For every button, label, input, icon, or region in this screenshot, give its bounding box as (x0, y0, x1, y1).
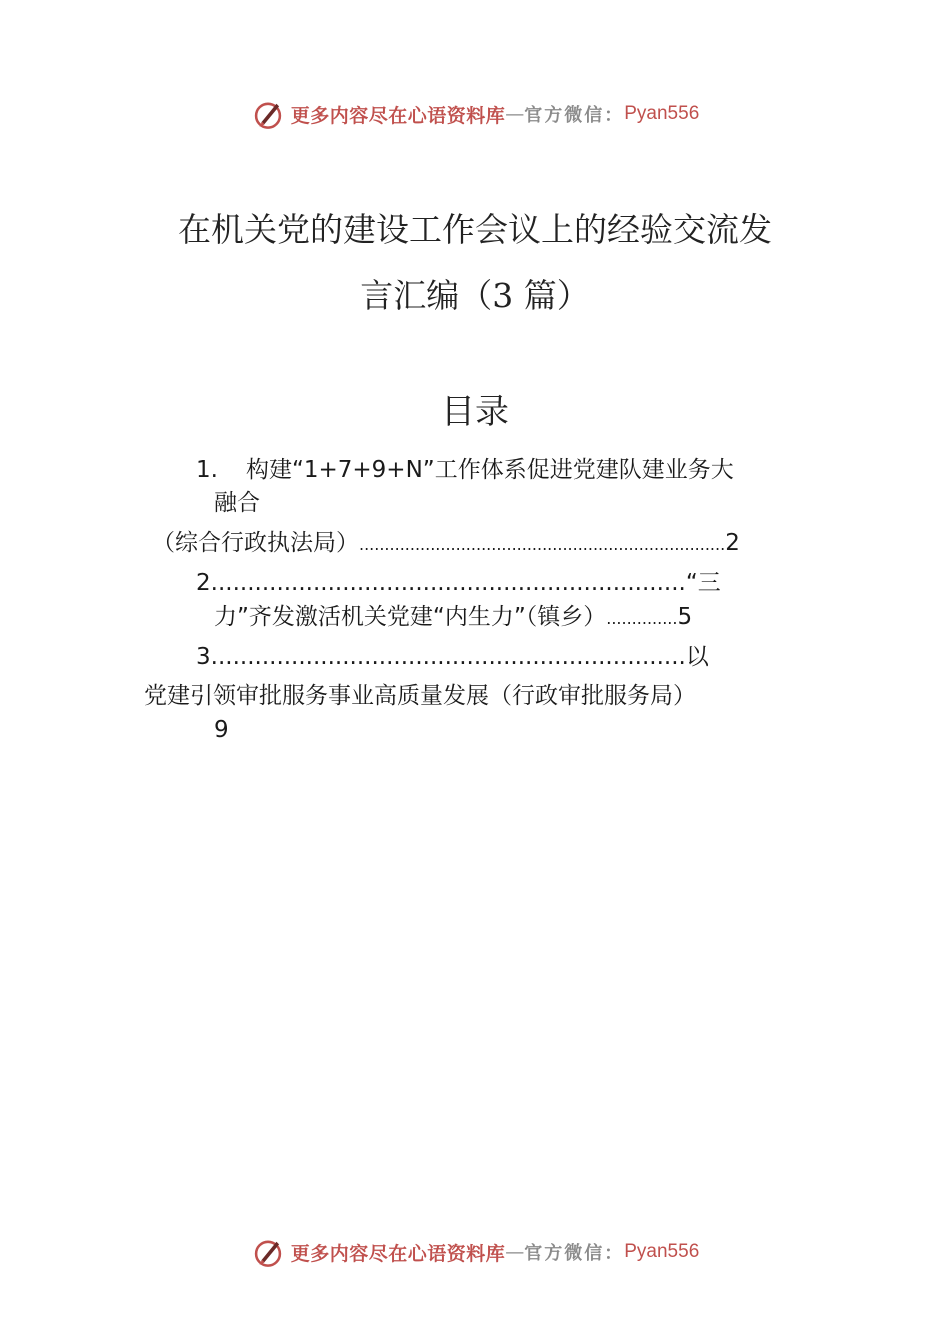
toc-item-2-title: “三 (685, 570, 721, 596)
toc-item-2-line1[interactable] (196, 568, 721, 598)
toc-item-3-line2[interactable] (144, 681, 696, 711)
toc-heading: 目录 (441, 392, 509, 432)
toc-item-3-title-cont: 党建引领审批服务事业高质量发展（行政审批服务局） (144, 683, 696, 709)
toc-item-1-title-cont: 融合 (214, 490, 260, 516)
toc-item-1-page: 2 (725, 530, 740, 556)
toc-leader-dots: ................................................................. (210, 570, 686, 596)
toc-leader-dots: ................................................................. (210, 644, 686, 670)
toc-item-1-line1[interactable] (196, 455, 734, 485)
watermark-text: 更多内容尽在心语资料库 (290, 1242, 506, 1265)
toc-item-1-line3[interactable] (152, 528, 740, 560)
watermark-wechat-id: Pyan556 (624, 1241, 700, 1262)
watermark-separator: — (505, 103, 525, 125)
watermark-separator: — (505, 1241, 525, 1263)
quill-pen-logo-icon (251, 1235, 285, 1269)
toc-item-1-title: 构建“1+7+9+N”工作体系促进党建队建业务大 (245, 457, 734, 483)
toc-leader-dots: ........................................................................ (359, 535, 726, 554)
document-title-line1: 在机关党的建设工作会议上的经验交流发 (178, 210, 772, 249)
toc-leader-dots: .............. (606, 609, 678, 628)
toc-item-3-line1[interactable] (196, 642, 709, 672)
toc-item-1-org: （综合行政执法局） (152, 530, 359, 556)
toc-item-2-line2[interactable] (214, 602, 692, 634)
toc-item-2-number: 2 (196, 570, 211, 596)
watermark-text: 更多内容尽在心语资料库 (290, 104, 506, 127)
header-watermark (0, 94, 950, 134)
toc-item-3-title: 以 (685, 644, 709, 670)
toc-item-3-line3[interactable] (214, 715, 229, 745)
watermark-wechat-id: Pyan556 (624, 103, 700, 124)
document-title-line2: 言汇编（3 篇） (360, 276, 590, 315)
toc-item-1-line2[interactable] (214, 488, 260, 518)
watermark-label: 官方微信： (524, 1243, 625, 1264)
quill-pen-logo-icon (251, 97, 285, 131)
toc-item-1-number: 1. (196, 457, 218, 483)
toc-item-2-page: 5 (677, 604, 693, 630)
toc-item-3-page: 9 (214, 717, 229, 743)
toc-item-2-title-cont: 力”齐发激活机关党建“内生力”（镇乡） (214, 604, 607, 630)
watermark-label: 官方微信： (524, 105, 625, 126)
toc-item-3-number: 3 (196, 644, 211, 670)
footer-watermark (0, 1232, 950, 1272)
